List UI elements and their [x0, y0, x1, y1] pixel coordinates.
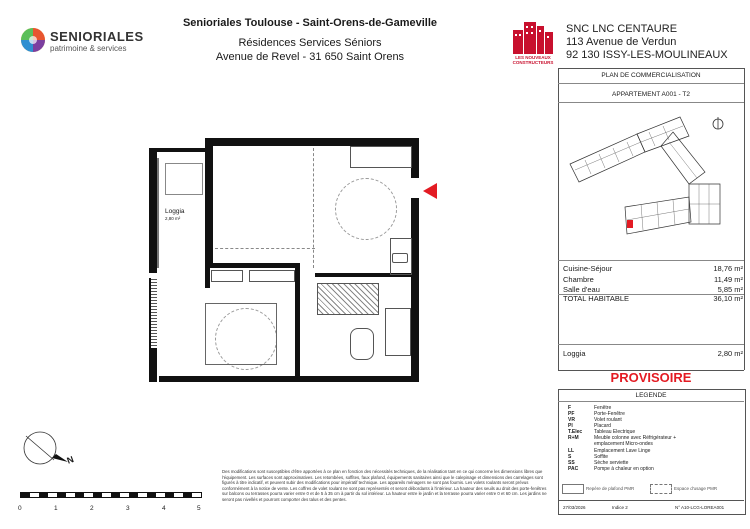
- compass-icon: [22, 428, 88, 476]
- surface-row: Salle d'eau 5,85 m²: [563, 285, 743, 294]
- logo-tagline: patrimoine & services: [50, 44, 127, 53]
- pmr-space-label: Espace d'usage PMR: [674, 486, 718, 491]
- project-subtitle: Résidences Services Séniors: [238, 37, 382, 49]
- project-title: Senioriales Toulouse - Saint-Orens-de-Gameville: [182, 17, 438, 29]
- legend-item: T.Elec Tableau Electrique: [568, 429, 636, 435]
- legend-item: Pl Placard: [568, 423, 611, 429]
- compass-label: N: [65, 454, 76, 466]
- plan-title: PLAN DE COMMERCIALISATION: [601, 72, 701, 79]
- scale-bar: [20, 492, 202, 500]
- divider: [558, 68, 744, 69]
- company-name: SNC LNC CENTAURE: [566, 23, 678, 35]
- loggia-row: Loggia 2,80 m²: [563, 349, 743, 358]
- divider: [558, 102, 744, 103]
- divider: [558, 344, 744, 345]
- footer-index: Indice 2: [612, 505, 628, 510]
- legend-item: PF Porte-Fenêtre: [568, 411, 625, 417]
- footer-date: 27/03/2026: [563, 505, 586, 510]
- key-plan: [565, 112, 735, 247]
- pmr-space-swatch: [650, 484, 672, 494]
- legend-item: VR Volet roulant: [568, 417, 622, 423]
- divider: [558, 500, 744, 501]
- loggia-label: Loggia: [165, 208, 185, 215]
- company-address1: 113 Avenue de Verdun: [566, 36, 677, 48]
- status-banner: PROVISOIRE: [610, 370, 692, 385]
- surface-row: Chambre 11,49 m²: [563, 275, 743, 284]
- scale-tick: 2: [90, 505, 94, 512]
- scale-tick: 5: [197, 505, 201, 512]
- pmr-ceiling-swatch: [562, 484, 584, 494]
- legend-item: R+M Meuble colonne avec Réfrigérateur +: [568, 435, 677, 441]
- legend-item: PAC Pompe à chaleur en option: [568, 466, 654, 472]
- divider: [744, 68, 745, 370]
- pmr-ceiling-label: Repère de plafond PMR: [586, 486, 635, 491]
- scale-tick: 1: [54, 505, 58, 512]
- buildings-icon: [511, 20, 555, 54]
- total-row: TOTAL HABITABLE 36,10 m²: [563, 294, 743, 303]
- legend-title: LEGENDE: [635, 392, 667, 399]
- divider: [558, 401, 744, 402]
- legend-item: S Soffite: [568, 454, 609, 460]
- floor-plan: [145, 138, 425, 388]
- scale-tick: 3: [126, 505, 130, 512]
- legend-item: F Fenêtre: [568, 405, 612, 411]
- builder-logo: [511, 20, 555, 64]
- seniorales-logo: [20, 27, 150, 55]
- builder-text2: CONSTRUCTEURS: [512, 60, 554, 65]
- logo-brand: SENIORIALES: [50, 29, 144, 44]
- disclaimer-text: Des modifications sont susceptibles d'être apportées à ce plan en fonction des nécessités techniques, de la réalisation tant en ce qui concerne les dimensions libres que l'équipement. Les surfaces sont approximatives. Les retombées, soffites, faux plafond, équipements sanitaires ainsi que le calepinage et dimensions des carrelages sont figurés à titre indicatif, et peuvent subir des modifications pour impératif technique. Les appareils ménagers ne sont pas fournis. Les volets roulants seront prévus conformément à la notice de vente. Les coffres de volet roulant ne sont pas représentés et seront débordants à l'intérieur. La hauteur des seuils au droit des porte-fenêtres sur balcons ou terrasses pourra varier entre 0 et de 5 à 35 cm à partir du sol intérieur. La hauteur entre le jardin et la terrasse pourra varier entre 0 et 60 cm. Les jardins ne seront pas nivellés et pourront comporter des talus et des pentes.: [222, 469, 547, 502]
- builder-text1: LES NOUVEAUX: [515, 55, 551, 60]
- apartment-label: APPARTEMENT A001 - T2: [612, 91, 690, 98]
- footer-ref: N° A10-LCG-LOREA001: [675, 505, 725, 510]
- scale-tick: 4: [162, 505, 166, 512]
- legend-item: SS Sèche serviette: [568, 460, 629, 466]
- scale-tick: 0: [18, 505, 22, 512]
- entry-arrow-icon: [423, 183, 437, 199]
- legend-item: emplacement Micro-ondes: [594, 441, 653, 447]
- divider: [558, 68, 559, 370]
- company-address2: 92 130 ISSY-LES-MOULINEAUX: [566, 49, 728, 61]
- surface-row: Cuisine-Séjour 18,76 m²: [563, 264, 743, 273]
- apartment-marker: [627, 220, 633, 228]
- divider: [558, 83, 744, 84]
- project-address: Avenue de Revel - 31 650 Saint Orens: [215, 51, 405, 63]
- loggia-area: 2,80 m²: [165, 216, 181, 221]
- legend-item: LL Emplacement Lave Linge: [568, 448, 651, 454]
- sun-icon: [20, 27, 46, 53]
- divider: [558, 260, 744, 261]
